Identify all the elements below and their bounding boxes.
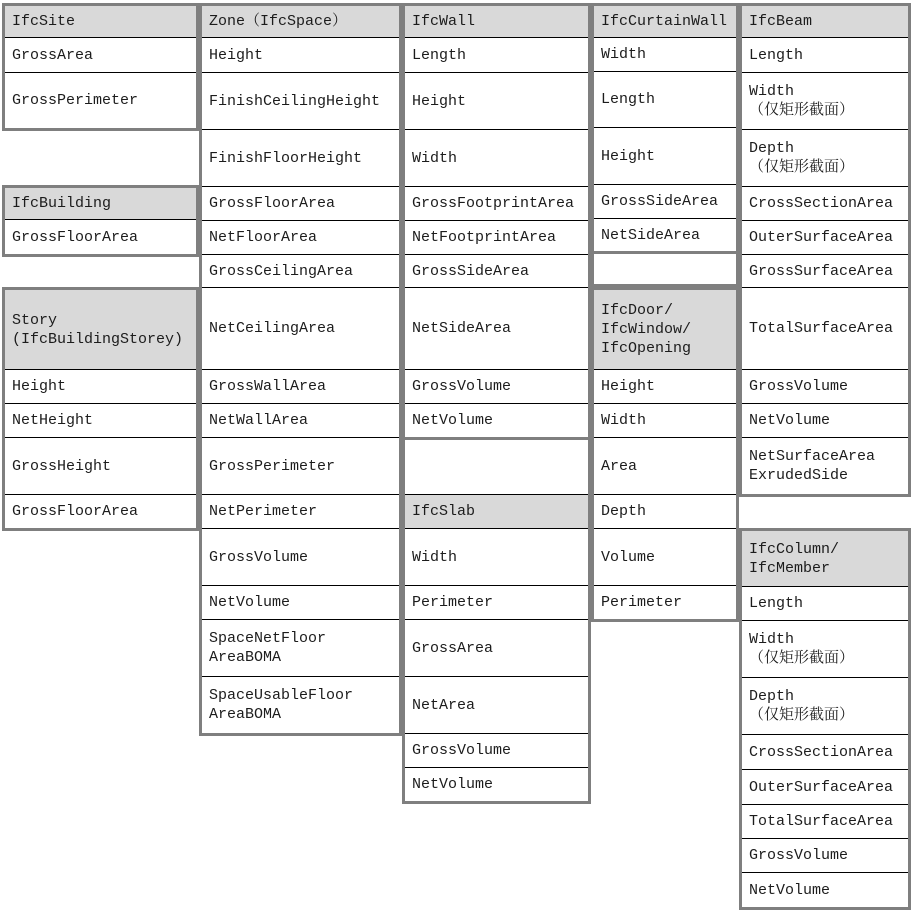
cell-text-line: Length [601, 91, 656, 108]
entity-block [739, 528, 911, 910]
property-cell-netvolume [405, 403, 588, 437]
cell-text-line: （仅矩形截面） [749, 159, 855, 176]
property-cell-netsurfacearea [742, 437, 908, 494]
cell-text-line: Length [749, 595, 804, 612]
property-cell-volume [594, 528, 736, 585]
cell-text-line: ExrudedSide [749, 467, 849, 484]
property-cell-netfloorarea [202, 220, 399, 254]
cell-text-line: GrossVolume [749, 847, 849, 864]
property-cell-width [594, 403, 736, 437]
property-cell-grossvolume [742, 369, 908, 403]
cell-text-line: Height [601, 147, 656, 165]
property-cell-depth [742, 129, 908, 186]
property-cell-netperimeter [202, 494, 399, 528]
property-cell-width [405, 129, 588, 186]
cell-text-line: NetFloorArea [209, 229, 318, 246]
property-cell-depth [594, 494, 736, 528]
cell-text-line: NetVolume [749, 412, 831, 429]
cell-text-line: OuterSurfaceArea [749, 229, 894, 246]
property-cell-grosssidearea [405, 254, 588, 287]
property-cell-width [742, 620, 908, 677]
cell-text-line: Story [12, 311, 58, 329]
property-cell-grossfloorarea [5, 494, 196, 528]
property-cell-netvolume [742, 872, 908, 907]
cell-text-line: GrossCeilingArea [209, 262, 354, 280]
cell-text-line: GrossSideArea [601, 193, 719, 210]
property-cell-grosswallarea [202, 369, 399, 403]
entity-header-story [5, 290, 196, 369]
property-cell-crosssectionarea [742, 734, 908, 769]
property-cell-netvolume [742, 403, 908, 437]
cell-text-line: Perimeter [601, 594, 683, 611]
property-cell-totalsurfacearea [742, 804, 908, 838]
table-column-zone-space [199, 0, 402, 912]
cell-text-line: Height [601, 378, 656, 395]
cell-text-line: GrossWallArea [209, 378, 327, 395]
cell-text-line: Width [749, 83, 795, 100]
property-cell-grossarea [5, 37, 196, 72]
entity-header-ifcbuilding [5, 188, 196, 219]
property-cell-grosssidearea [594, 184, 736, 218]
cell-text-line: SpaceNetFloor [209, 630, 327, 647]
cell-text-line: Zone（IfcSpace） [209, 13, 348, 30]
cell-text-line: TotalSurfaceArea [749, 320, 894, 337]
property-cell-outersurfacearea [742, 769, 908, 804]
cell-text-line: AreaBOMA [209, 706, 282, 723]
entity-block [402, 437, 591, 804]
cell-text-line: GrossFloorArea [12, 228, 139, 246]
property-cell-perimeter [594, 585, 736, 619]
property-cell-height [594, 369, 736, 403]
entity-header-ifcdoor [594, 290, 736, 369]
cell-text-line: CrossSectionArea [749, 195, 894, 212]
cell-text-line: Width [412, 149, 458, 167]
cell-text-line: Depth [749, 688, 795, 705]
cell-text-line: Length [749, 46, 804, 64]
cell-text-line: IfcBeam [749, 13, 813, 30]
cell-text-line: (IfcBuildingStorey) [12, 330, 184, 348]
cell-text-line: GrossSurfaceArea [749, 262, 894, 280]
property-cell-height [202, 37, 399, 72]
property-cell-spacenetfloor [202, 619, 399, 676]
property-cell-height [5, 369, 196, 403]
property-cell-length [594, 71, 736, 127]
cell-text-line: NetSurfaceArea [749, 448, 876, 465]
cell-text-line: IfcWindow/ [601, 321, 692, 338]
cell-text-line: NetVolume [412, 412, 494, 429]
property-cell-grossvolume [742, 838, 908, 872]
cell-text-line: SpaceUsableFloor [209, 687, 354, 704]
property-cell-height [405, 72, 588, 129]
cell-text-line: NetHeight [12, 412, 94, 429]
property-cell-length [742, 37, 908, 72]
cell-text-line: GrossArea [412, 639, 494, 657]
cell-text-line: GrossFootprintArea [412, 195, 575, 212]
property-cell-netvolume [202, 585, 399, 619]
cell-text-line: NetArea [412, 696, 476, 714]
entity-header-ifcslab [405, 494, 588, 528]
cell-text-line: NetFootprintArea [412, 229, 557, 246]
cell-text-line: Height [412, 92, 467, 110]
property-cell-width [594, 37, 736, 71]
property-cell-netwallarea [202, 403, 399, 437]
table-column-wall-slab [402, 0, 591, 912]
cell-text-line: IfcMember [749, 559, 831, 577]
cell-text-line: IfcCurtainWall [601, 13, 728, 30]
cell-text-line: Area [601, 457, 638, 475]
cell-text-line: NetVolume [209, 594, 291, 611]
property-cell-length [742, 586, 908, 620]
entity-header-ifcsite [5, 6, 196, 37]
cell-text-line: GrossPerimeter [209, 457, 336, 475]
property-cell-outersurfacearea [742, 220, 908, 254]
cell-text-line: GrossPerimeter [12, 92, 139, 109]
cell-text-line: GrossFloorArea [209, 195, 336, 212]
entity-block [591, 3, 739, 254]
property-cell-perimeter [405, 585, 588, 619]
property-cell-grossvolume [405, 733, 588, 767]
cell-text-line: NetVolume [412, 776, 494, 793]
property-cell-grossperimeter [202, 437, 399, 494]
property-cell-grossceilingarea [202, 254, 399, 287]
property-cell-grossfloorarea [5, 219, 196, 254]
property-cell-grossheight [5, 437, 196, 494]
cell-text-line: Height [12, 378, 67, 395]
cell-text-line: GrossVolume [412, 742, 512, 759]
cell-text-line: （仅矩形截面） [749, 650, 855, 667]
table-column-site-building-story [2, 0, 199, 912]
property-cell-grossvolume [405, 369, 588, 403]
cell-text-line: IfcColumn/ [749, 540, 840, 558]
entity-block [739, 3, 911, 497]
cell-text-line: OuterSurfaceArea [749, 778, 894, 796]
entity-block [591, 251, 739, 287]
cell-text-line: IfcOpening [601, 340, 692, 357]
property-cell-depth [742, 677, 908, 734]
property-cell-area [594, 437, 736, 494]
entity-block [199, 3, 402, 736]
cell-text-line: Height [209, 46, 264, 64]
entity-block [402, 3, 591, 440]
cell-text-line: NetSideArea [601, 226, 701, 244]
cell-text-line: Width [601, 412, 647, 429]
property-cell-finishfloorheight [202, 129, 399, 186]
property-cell-netfootprintarea [405, 220, 588, 254]
property-cell-finishceilingheight [202, 72, 399, 129]
cell-text-line: （仅矩形截面） [749, 707, 855, 724]
entity-header-ifcwall [405, 6, 588, 37]
property-cell-width [742, 72, 908, 129]
property-cell-grossvolume [202, 528, 399, 585]
cell-text-line: NetSideArea [412, 320, 512, 337]
cell-text-line: GrossVolume [209, 548, 309, 566]
cell-text-line: Length [412, 46, 467, 64]
cell-text-line: IfcSlab [412, 503, 476, 520]
cell-text-line: Perimeter [412, 594, 494, 611]
cell-text-line: NetPerimeter [209, 503, 318, 520]
property-cell-netvolume [405, 767, 588, 801]
cell-text-line: Width [601, 46, 647, 63]
property-cell-grossarea [405, 619, 588, 676]
property-cell-netsidearea [405, 287, 588, 369]
table-column-curtainwall-door-window-opening [591, 0, 739, 912]
property-cell-netceilingarea [202, 287, 399, 369]
property-cell-netarea [405, 676, 588, 733]
entity-block [2, 3, 199, 131]
cell-text-line: NetVolume [749, 881, 831, 899]
cell-text-line: GrossFloorArea [12, 503, 139, 520]
cell-text-line: IfcSite [12, 13, 76, 30]
property-cell-grossfloorarea [202, 186, 399, 220]
property-cell-totalsurfacearea [742, 287, 908, 369]
cell-text-line: Depth [601, 503, 647, 520]
table-column-beam-column-member [739, 0, 911, 912]
property-cell-netsidearea [594, 218, 736, 251]
cell-text-line: Volume [601, 548, 656, 566]
property-cell-spaceusablefloor [202, 676, 399, 733]
cell-text-line: GrossArea [12, 46, 94, 64]
property-cell-height [594, 127, 736, 184]
cell-text-line: AreaBOMA [209, 649, 282, 666]
property-cell-grossfootprintarea [405, 186, 588, 220]
cell-text-line: Width [749, 631, 795, 648]
entity-block [2, 185, 199, 257]
property-cell-grossperimeter [5, 72, 196, 128]
entity-block [2, 287, 199, 531]
cell-text-line: GrossVolume [412, 378, 512, 395]
cell-text-line: IfcWall [412, 13, 476, 30]
entity-header-ifcbeam [742, 6, 908, 37]
cell-text-line: NetCeilingArea [209, 320, 336, 337]
property-cell-netheight [5, 403, 196, 437]
entity-header-ifccurtainwall [594, 6, 736, 37]
cell-text-line: NetWallArea [209, 412, 309, 429]
property-cell-grosssurfacearea [742, 254, 908, 287]
cell-text-line: GrossVolume [749, 378, 849, 395]
cell-text-line: FinishFloorHeight [209, 149, 363, 167]
entity-header-ifccolumn [742, 531, 908, 586]
cell-text-line: （仅矩形截面） [749, 102, 855, 119]
cell-text-line: GrossSideArea [412, 262, 530, 280]
property-cell-length [405, 37, 588, 72]
entity-header-zone-ifcspace [202, 6, 399, 37]
entity-block [591, 287, 739, 622]
cell-text-line: IfcBuilding [12, 195, 112, 212]
empty-cell [405, 440, 588, 494]
property-cell-width [405, 528, 588, 585]
empty-cell [594, 254, 736, 284]
cell-text-line: FinishCeilingHeight [209, 92, 381, 110]
cell-text-line: GrossHeight [12, 457, 112, 475]
cell-text-line: Depth [749, 140, 795, 157]
cell-text-line: TotalSurfaceArea [749, 813, 894, 830]
cell-text-line: CrossSectionArea [749, 743, 894, 761]
property-cell-crosssectionarea [742, 186, 908, 220]
cell-text-line: IfcDoor/ [601, 302, 674, 319]
cell-text-line: Width [412, 548, 458, 566]
